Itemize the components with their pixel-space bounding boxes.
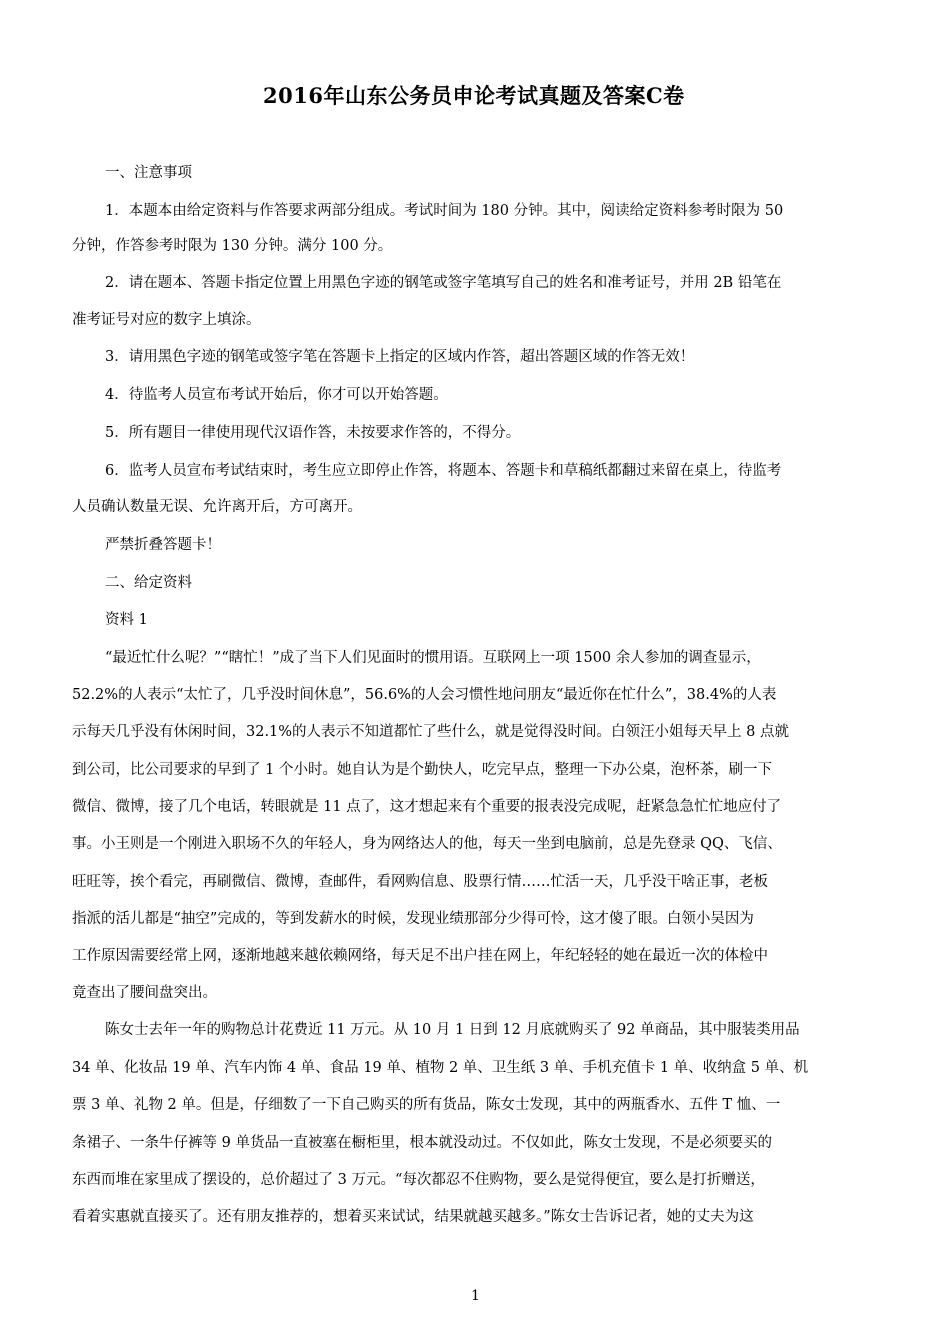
notice-item-2-line-2: 准考证号对应的数字上填涂。 — [72, 312, 261, 328]
material-heading: 资料 1 — [105, 612, 148, 628]
notice-item-5: 5．所有题目一律使用现代汉语作答，未按要求作答的，不得分。 — [105, 425, 521, 441]
paragraph-line: 旺旺等，挨个看完，再刷微信、微博，查邮件，看网购信息、股票行情……忙活一天，几乎没干啥正事，老板 — [72, 874, 768, 890]
notice-item-1-line-2: 分钟，作答参考时限为 130 分钟。满分 100 分。 — [72, 238, 393, 254]
paragraph-line: 陈女士去年一年的购物总计花费近 11 万元。从 10 月 1 日到 12 月底就购买了 92 单商品，其中服装类用品 — [105, 1022, 800, 1038]
paragraph-line: 看着实惠就直接买了。还有朋友推荐的，想着买来试试，结果就越买越多。”陈女士告诉记者，她的丈夫为这 — [72, 1209, 754, 1225]
page-number: 1 — [471, 1288, 480, 1304]
notice-item-6-line-2: 人员确认数量无误、允许离开后，方可离开。 — [72, 499, 362, 515]
section-heading-materials: 二、给定资料 — [105, 575, 192, 591]
paragraph-line: 指派的活儿都是“抽空”完成的，等到发薪水的时候，发现业绩那部分少得可怜，这才傻了眼。白领小吴因为 — [72, 911, 754, 927]
paragraph-line: 竟查出了腰间盘突出。 — [72, 985, 217, 1001]
notice-item-6-line-1: 6．监考人员宣布考试结束时，考生应立即停止作答，将题本、答题卡和草稿纸都翻过来留在桌上，待监考 — [105, 463, 782, 479]
paragraph-line: 到公司，比公司要求的早到了 1 个小时。她自认为是个勤快人，吃完早点，整理一下办公桌，泡杯茶，刷一下 — [72, 762, 772, 778]
document-title: 2016年山东公务员申论考试真题及答案C卷 — [263, 83, 685, 108]
paragraph-line: 微信、微博，接了几个电话，转眼就是 11 点了，这才想起来有个重要的报表没完成呢，赶紧急急忙忙地应付了 — [72, 799, 782, 815]
paragraph-line: 票 3 单、礼物 2 单。但是，仔细数了一下自己购买的所有货品，陈女士发现，其中的两瓶香水、五件 T 恤、一 — [72, 1097, 781, 1113]
paragraph-line: 东西而堆在家里成了摆设的，总价超过了 3 万元。“每次都忍不住购物，要么是觉得便宜，要么是打折赠送， — [72, 1172, 765, 1188]
notice-item-1-line-1: 1．本题本由给定资料与作答要求两部分组成。考试时间为 180 分钟。其中，阅读给定资料参考时限为 50 — [105, 203, 784, 219]
paragraph-line: “最近忙什么呢？”“瞎忙！”成了当下人们见面时的惯用语。互联网上一项 1500 余人参加的调查显示， — [105, 650, 761, 666]
paragraph-line: 52.2%的人表示“太忙了，几乎没时间休息”，56.6%的人会习惯性地问朋友“最近你在忙什么”，38.4%的人表 — [72, 687, 777, 703]
notice-warning: 严禁折叠答题卡！ — [105, 537, 221, 553]
section-heading-notes: 一、注意事项 — [105, 165, 192, 181]
paragraph-line: 工作原因需要经常上网，逐渐地越来越依赖网络，每天足不出户挂在网上，年纪轻轻的她在最近一次的体检中 — [72, 948, 768, 964]
notice-item-3: 3．请用黑色字迹的钢笔或签字笔在答题卡上指定的区域内作答，超出答题区域的作答无效！ — [105, 349, 695, 365]
notice-item-2-line-1: 2．请在题本、答题卡指定位置上用黑色字迹的钢笔或签字笔填写自己的姓名和准考证号，并用 2B 铅笔在 — [105, 275, 782, 291]
paragraph-line: 事。小王则是一个刚进入职场不久的年轻人，身为网络达人的他，每天一坐到电脑前，总是先登录 QQ、飞信、 — [72, 836, 782, 852]
paragraph-line: 34 单、化妆品 19 单、汽车内饰 4 单、食品 19 单、植物 2 单、卫生纸 3 单、手机充值卡 1 单、收纳盒 5 单、机 — [72, 1060, 809, 1076]
paragraph-line: 示每天几乎没有休闲时间，32.1%的人表示不知道都忙了些什么，就是觉得没时间。白领汪小姐每天早上 8 点就 — [72, 724, 790, 740]
notice-item-4: 4．待监考人员宣布考试开始后，你才可以开始答题。 — [105, 387, 448, 403]
paragraph-line: 条裙子、一条牛仔裤等 9 单货品一直被塞在橱柜里，根本就没动过。不仅如此，陈女士发现，不是必须要买的 — [72, 1135, 772, 1151]
